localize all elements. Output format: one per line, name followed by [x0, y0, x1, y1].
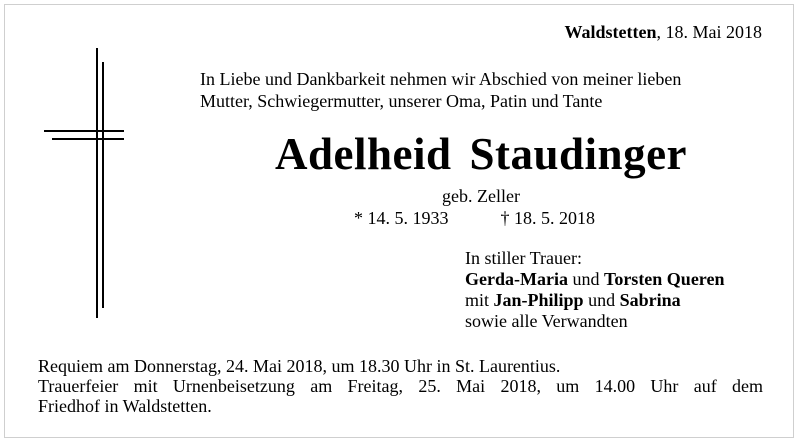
mourners-heading: In stiller Trauer:	[465, 248, 582, 268]
life-dates	[354, 208, 595, 229]
cross-icon	[44, 48, 124, 318]
mourners-row-1	[465, 269, 724, 290]
intro-text	[200, 68, 681, 112]
birth-date: * 14. 5. 1933	[354, 208, 449, 228]
deceased-name	[0, 128, 800, 180]
place-date-line	[565, 22, 763, 43]
place: Waldstetten	[564, 22, 657, 42]
service-details	[38, 356, 763, 416]
ceremony-text-line-2: Friedhof in Waldstetten.	[38, 396, 212, 416]
mourner-name: Jan-Philipp	[493, 290, 584, 310]
ceremony-text-line-1: Trauerfeier mit Urnenbeisetzung am Freitag, 25. Mai 2018, um 14.00 Uhr auf dem	[38, 376, 763, 396]
intro-line-1: In Liebe und Dankbarkeit nehmen wir Abschied von meiner lieben	[200, 69, 682, 89]
last-name: Staudinger	[469, 129, 688, 179]
death-date: † 18. 5. 2018	[500, 208, 595, 228]
mourners-block	[465, 248, 724, 332]
mourner-prefix: mit	[465, 290, 494, 310]
date: , 18. Mai 2018	[656, 22, 762, 42]
mourner-joiner: und	[583, 290, 620, 310]
requiem-text: Requiem am Donnerstag, 24. Mai 2018, um 18.30 Uhr in St. Laurentius.	[38, 356, 561, 376]
mourner-name: Gerda-Maria	[465, 269, 568, 289]
mourner-joiner: und	[567, 269, 604, 289]
first-name: Adelheid	[274, 129, 452, 179]
mourner-name: Torsten Queren	[603, 269, 725, 289]
mourners-row-2	[465, 290, 724, 311]
birth-name: geb. Zeller	[442, 186, 520, 206]
mourners-closing: sowie alle Verwandten	[465, 311, 628, 331]
intro-line-2: Mutter, Schwiegermutter, unserer Oma, Patin und Tante	[200, 91, 603, 111]
mourner-name: Sabrina	[619, 290, 681, 310]
